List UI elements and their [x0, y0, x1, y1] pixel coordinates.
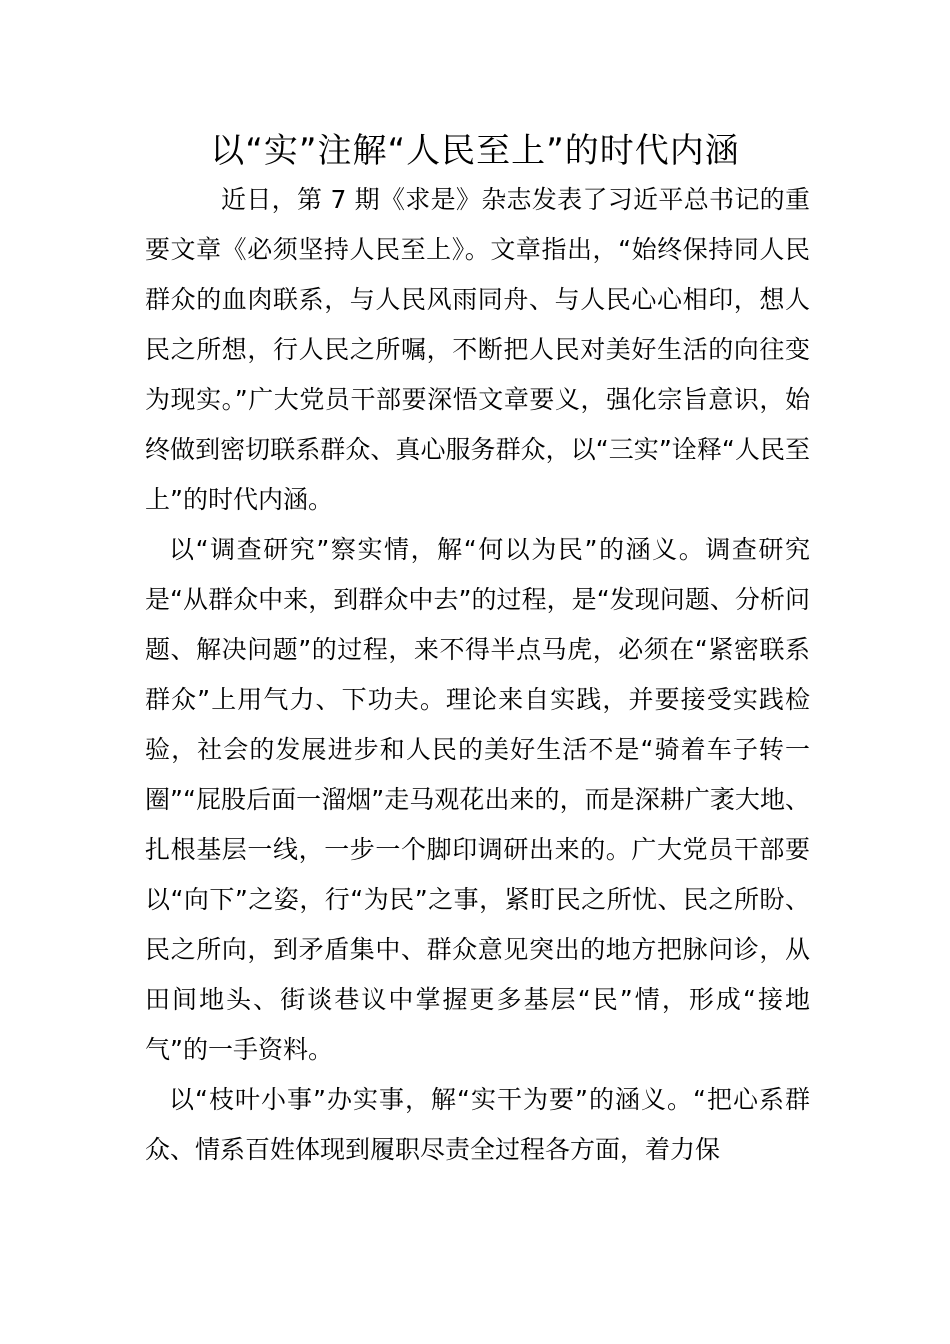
article-body	[145, 175, 810, 1175]
paragraph-practical-work: 以“枝叶小事”办实事，解“实干为要”的涵义。“把心系群众、情系百姓体现到履职尽责全过程各方面，着力保	[145, 1085, 810, 1164]
paragraph-intro: 近日，第 7 期《求是》杂志发表了习近平总书记的重要文章《必须坚持人民至上》。文章指出，“始终保持同人民群众的血肉联系，与人民风雨同舟、与人民心心相印，想人民之所想，行人民之所嘱，不断把人民对美好生活的向往变为现实。”广大党员干部要深悟文章要义，强化宗旨意识，始终做到密切联系群众、真心服务群众，以“三实”诠释“人民至上”的时代内涵。	[145, 185, 810, 514]
article-title: 以“实”注解“人民至上”的时代内涵	[210, 131, 740, 171]
paragraph-investigation: 以“调查研究”察实情，解“何以为民”的涵义。调查研究是“从群众中来，到群众中去”的过程，是“发现问题、分析问题、解决问题”的过程，来不得半点马虎，必须在“紧密联系群众”上用气力、下功夫。理论来自实践，并要接受实践检验，社会的发展进步和人民的美好生活不是“骑着车子转一圈”“屁股后面一溜烟”走马观花出来的，而是深耕广袤大地、扎根基层一线，一步一个脚印调研出来的。广大党员干部要以“向下”之姿，行“为民”之事，紧盯民之所忧、民之所盼、民之所向，到矛盾集中、群众意见突出的地方把脉问诊，从田间地头、街谈巷议中掌握更多基层“民”情，形成“接地气”的一手资料。	[145, 535, 810, 1064]
